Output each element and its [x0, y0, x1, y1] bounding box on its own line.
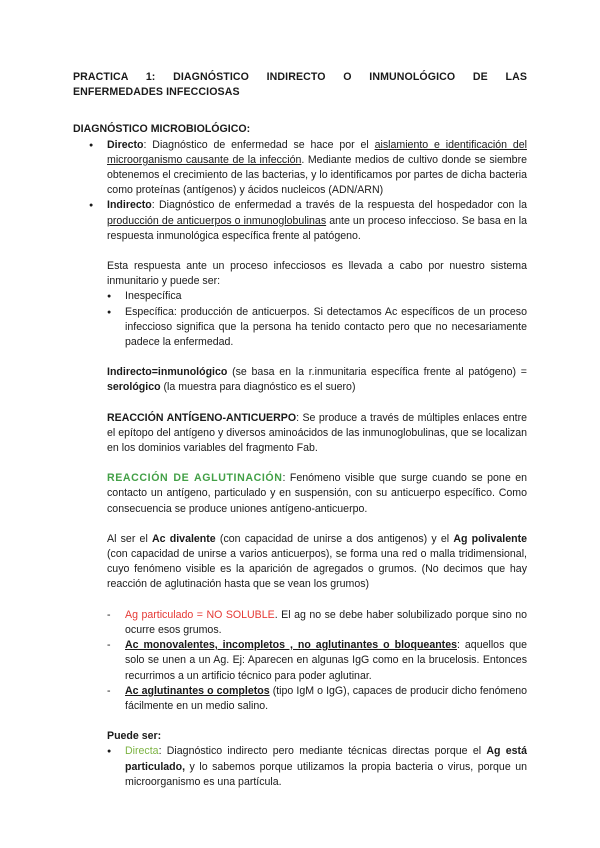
dash-item-ac-aglutinantes: - Ac aglutinantes o completos (tipo IgM o IgG), capaces de producir dicho fenómeno fácilmente en un medio salino. [73, 684, 527, 714]
reaccion-ag-ac-paragraph: REACCIÓN ANTÍGENO-ANTICUERPO: Se produce a través de múltiples enlaces entre el epítopo del antígeno y diversos aminoácidos de las inmunoglobulinas, que se localizan en los dominios variables del fragmento Fab. [107, 411, 528, 455]
aglutinacion-dash-list [73, 608, 527, 714]
diagnostico-list [73, 138, 527, 244]
list-item-indirecto: ● Indirecto: Diagnóstico de enfermedad a través de la respuesta del hospedador con la producción de anticuerpos o inmunoglobulinas ante un proceso infeccioso. Se basa en la respuesta inmunológica específica frente al patógeno. [73, 198, 527, 244]
respuesta-paragraph: Esta respuesta ante un proceso infecciosos es llevada a cabo por nuestro sistema inmunitario y puede ser: [107, 260, 527, 288]
puede-ser-list [73, 744, 527, 790]
respuesta-list [73, 289, 527, 350]
list-item-especifica: ● Específica: producción de anticuerpos. Si detectamos Ac específicos de un proceso infeccioso significa que la persona ha tenido contacto pero que no necesariamente padece la enfermedad. [73, 305, 527, 351]
dash-item-ac-monovalentes: - Ac monovalentes, incompletos , no aglutinantes o bloqueantes: aquellos que solo se unen a un Ag. Ej: Aparecen en algunas IgG como en la brucelosis. Entonces recurrimos a un artificio técnico para poder aglutinar. [73, 638, 527, 684]
indirecto-serologico-paragraph: Indirecto=inmunológico (se basa en la r.inmunitaria específica frente al patógeno) = serológico (la muestra para diagnóstico es el suero) [107, 366, 527, 394]
page-title [73, 70, 527, 100]
title-line-1: PRACTICA 1: DIAGNÓSTICO INDIRECTO O INMUNOLÓGICO DE LAS [73, 71, 527, 83]
list-item-directo: ● Directo: Diagnóstico de enfermedad se hace por el aislamiento e identificación del microorganismo causante de la infección. Mediante medios de cultivo donde se siembre obtenemos el crecimiento de las bacterias, y lo identificamos por partes de dicha bacteria como proteínas (antígenos) y ácidos nucleicos (ADN/ARN) [73, 138, 527, 199]
section-heading-puede-ser: Puede ser: [107, 730, 162, 743]
title-line-2: ENFERMEDADES INFECCIOSAS [73, 86, 240, 99]
list-item-directa: ● Directa: Diagnóstico indirecto pero mediante técnicas directas porque el Ag está particulado, y lo sabemos porque utilizamos la propia bacteria o virus, porque un microorganismo es una partícula. [73, 744, 527, 790]
dash-item-ag-particulado: - Ag particulado = NO SOLUBLE. El ag no se debe haber solubilizado porque sino no ocurre esos grumos. [73, 608, 527, 638]
section-heading-diagnostico: DIAGNÓSTICO MICROBIOLÓGICO: [73, 123, 251, 136]
divalente-paragraph: Al ser el Ac divalente (con capacidad de unirse a dos antigenos) y el Ag polivalente (con capacidad de unirse a varios anticuerpos), se forma una red o malla tridimensional, cuyo fenómeno visible es la aparición de agregados o grumos. (No decimos que hay reacción de aglutinación hasta que se vean los grumos) [107, 532, 527, 591]
list-item-inespecifica: ● Inespecífica [73, 289, 527, 304]
document-page [73, 70, 527, 790]
aglutinacion-paragraph: REACCIÓN DE AGLUTINACIÓN: Fenómeno visible que surge cuando se pone en contacto un antígeno, particulado y en suspensión, con su anticuerpo específico. Como consecuencia se produce uniones antígeno-anticuerpo. [107, 472, 527, 515]
